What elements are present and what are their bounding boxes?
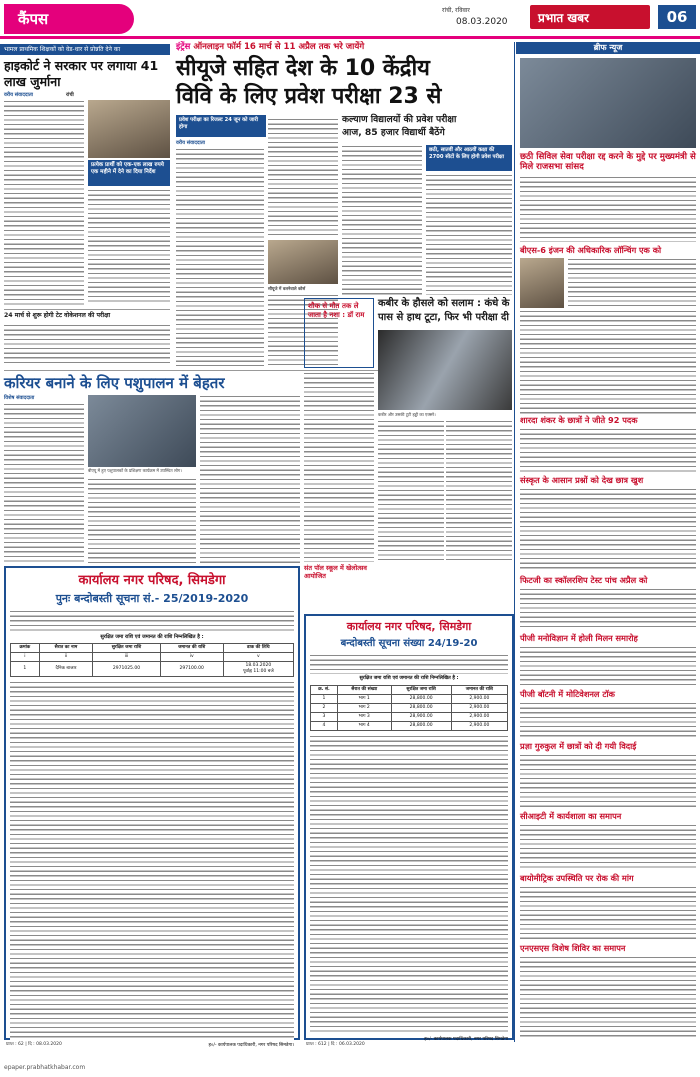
footer-url[interactable]: epaper.prabhatkhabar.com bbox=[4, 1064, 86, 1071]
notice1-ad-code: प्राप्त : 62 | दि : 08.03.2020 bbox=[6, 1042, 62, 1047]
notice1-colno: ii bbox=[39, 653, 93, 662]
story3-caption: बीएयू में हुए पशुपालकों के प्रशिक्षण कार्यक्रम में उपस्थित लोग। bbox=[88, 468, 182, 473]
kv-headline-line2: आज, 85 हजार विद्यार्थी बैठेंगे bbox=[342, 127, 445, 138]
brief-body bbox=[520, 176, 696, 242]
brief-body bbox=[520, 428, 696, 472]
brief-title: पीजी मनोविज्ञान में होली मिलन समारोह bbox=[520, 633, 638, 643]
brief-title: सीआइटी में कार्यशाला का समापन bbox=[520, 811, 622, 821]
brief-title: बायोमीट्रिक उपस्थिति पर रोक की मांग bbox=[520, 873, 634, 883]
notice2-th: जमानत की राशि bbox=[451, 685, 507, 694]
masthead-rule bbox=[0, 36, 700, 39]
notice2-cell: 28,900.00 bbox=[391, 713, 451, 722]
notice2-title: बन्दोबस्ती सूचना संख्या 24/19-20 bbox=[340, 637, 478, 649]
kabir-body-col1 bbox=[378, 420, 444, 562]
page-number: 06 bbox=[658, 5, 696, 29]
notice1-cell: 2971025.00 bbox=[93, 662, 160, 677]
story3-body-col1 bbox=[4, 403, 84, 563]
dateline-city: रांची, रविवार bbox=[442, 7, 470, 14]
notice2-cell: भाग 2 bbox=[337, 703, 391, 712]
column-rule bbox=[514, 42, 515, 1042]
story3-headline: करियर बनाने के लिए पशुपालन में बेहतर bbox=[4, 374, 225, 392]
brief-title: प्रज्ञा गुरुकुल में छात्रों को दी गयी विदाई bbox=[520, 741, 637, 751]
brief-lead-photo bbox=[520, 58, 696, 148]
center-sub-bullet: प्रवेश परीक्षा का रिजल्ट 24 जून को जारी होगा bbox=[176, 115, 266, 137]
story3-body-col3 bbox=[200, 395, 300, 563]
story3-byline: विशेष संवाददाता bbox=[4, 395, 35, 401]
notice2-cell: 28,800.00 bbox=[391, 694, 451, 703]
notice1-th: डाक की तिथि bbox=[223, 644, 293, 653]
notice1-th: क्रमांक bbox=[11, 644, 40, 653]
story2-headline: 24 मार्च से शुरू होगी टेट वोकेशनल की परीक्षा bbox=[4, 312, 111, 319]
notice2-th: सुरक्षित जमा राशि bbox=[391, 685, 451, 694]
notice2-cell: भाग 4 bbox=[337, 722, 391, 731]
brief-title: शारदा शंकर के छात्रों ने जीते 92 पदक bbox=[520, 415, 638, 425]
brief-body bbox=[520, 754, 696, 808]
kabir-xray-photo bbox=[378, 330, 512, 410]
brief-body bbox=[520, 956, 696, 1040]
table-row bbox=[311, 713, 508, 722]
kabir-headline-line1: कबीर के हौसले को सलाम : कंधे के bbox=[378, 298, 510, 309]
notice2-cell: 2,900.00 bbox=[451, 694, 507, 703]
notice2-cell: 4 bbox=[311, 722, 338, 731]
center-byline: वरीय संवाददाता bbox=[176, 140, 205, 146]
brief-body bbox=[520, 702, 696, 738]
quote-box bbox=[304, 298, 374, 368]
notice2-cell: 2,900.00 bbox=[451, 703, 507, 712]
brief-body bbox=[520, 646, 696, 686]
table-row bbox=[311, 722, 508, 731]
notice2 bbox=[304, 614, 514, 1043]
notice1-date: 18.03.2020 bbox=[245, 663, 272, 669]
notice1-th: जमानत की राशि bbox=[160, 644, 223, 653]
brief-title: पीजी बॉटनी में मोटिवेशनल टॉक bbox=[520, 689, 615, 699]
center-body-col1 bbox=[176, 148, 264, 366]
brand-logo: प्रभात खबर bbox=[530, 5, 650, 29]
center-photo bbox=[268, 240, 338, 284]
notice2-ad-code: प्राप्त : 612 | दि : 06.03.2020 bbox=[306, 1042, 365, 1047]
center-headline-line1: सीयूजे सहित देश के 10 केंद्रीय bbox=[176, 56, 430, 81]
notice1-intro bbox=[10, 610, 294, 632]
notice1-signature: ह०/- कार्यपालक पदाधिकारी, नगर परिषद सिमडेगा। bbox=[208, 1043, 294, 1049]
notice2-cell: 2 bbox=[311, 703, 338, 712]
table-row bbox=[11, 662, 294, 677]
story1-photo bbox=[88, 100, 170, 158]
notice2-cell: 28,800.00 bbox=[391, 722, 451, 731]
brief-title: एनएसएस विशेष शिविर का समापन bbox=[520, 943, 626, 953]
notice2-table-caption: सुरक्षित जमा राशि एवं जमानत की राशि निम्नलिखित है : bbox=[359, 676, 459, 682]
notice1-title: पुनः बन्दोबस्ती सूचना सं.- 25/2019-2020 bbox=[55, 591, 249, 605]
notice2-th: सैरात की संख्या bbox=[337, 685, 391, 694]
brief-body bbox=[520, 886, 696, 940]
notice1-colno: iii bbox=[93, 653, 160, 662]
center-kicker-wrap bbox=[176, 42, 512, 54]
notice2-cell: 2,900.00 bbox=[451, 722, 507, 731]
notice2-th: क्र. सं. bbox=[311, 685, 338, 694]
center-photo-caption: सीयूजे में वलनेवाले कोर्स bbox=[268, 286, 306, 291]
center-kicker: इंट्रेंस bbox=[176, 42, 191, 52]
story3-photo bbox=[88, 395, 196, 467]
notice1-th: सुरक्षित जमा राशि bbox=[93, 644, 160, 653]
quote-headline: शौक से मौत तक ले जाता है नशा : डॉ राम bbox=[308, 302, 365, 319]
table-row bbox=[311, 694, 508, 703]
story1-headline: हाइकोर्ट ने सरकार पर लगाया 41 लाख जुर्माना bbox=[4, 58, 159, 89]
brief-body bbox=[568, 258, 696, 308]
kv-body-col2 bbox=[426, 174, 512, 295]
kabir-caption: कबीर और उसकी टूटी हड्डी का एक्सरे। bbox=[378, 412, 436, 417]
kv-sub: छठी, सातवीं और आठवीं कक्षा की 2700 सीटों के लिए होगी प्रवेश परीक्षा bbox=[426, 145, 512, 171]
notice2-cell: भाग 3 bbox=[337, 713, 391, 722]
notice1-table-caption: सुरक्षित जमा राशि एवं जमानत की राशि निम्नलिखित है : bbox=[100, 634, 204, 641]
notice1-time: पूर्वाह्न 11:00 बजे bbox=[242, 669, 274, 675]
notice1-cell: 1 bbox=[11, 662, 40, 677]
story1-body-col1 bbox=[4, 100, 84, 305]
notice1-colno: i bbox=[11, 653, 40, 662]
center-body-col2 bbox=[268, 118, 338, 238]
brief-title: बीएस-6 इंजन की अधिकारिक लॉन्चिंग एक को bbox=[520, 245, 662, 255]
briefs-header: ब्रीफ न्यूज bbox=[516, 42, 700, 54]
mini-headline: संत पॉल स्कूल में खेलोत्सव आयोजित bbox=[304, 564, 367, 580]
notice1-office: कार्यालय नगर परिषद, सिमडेगा bbox=[78, 573, 226, 588]
section-label: कैंपस bbox=[4, 4, 134, 34]
brief-title: छठी सिविल सेवा परीक्षा रद्द करने के मुद्दे पर मुख्यमंत्री से मिले राजसभा सांसद bbox=[520, 152, 696, 173]
story3-body-col2 bbox=[88, 478, 196, 563]
notice2-terms bbox=[310, 735, 508, 1035]
center-kicker-rest: ऑनलाइन फॉर्म 16 मार्च से 11 अप्रैल तक भरे जायेंगे bbox=[193, 42, 365, 52]
notice1-colno: v bbox=[223, 653, 293, 662]
kv-body-col1 bbox=[342, 145, 422, 295]
quote-body bbox=[304, 372, 374, 562]
notice1-colno: iv bbox=[160, 653, 223, 662]
brief-body bbox=[520, 310, 696, 414]
notice1-table bbox=[10, 643, 294, 677]
kv-headline-line1: कल्याण विद्यालयों की प्रवेश परीक्षा bbox=[342, 114, 457, 125]
notice2-table bbox=[310, 685, 508, 731]
kabir-headline-line2: पास से हाथ टूटा, फिर भी परीक्षा दी bbox=[378, 312, 509, 323]
divider bbox=[4, 309, 170, 310]
left-strap: भामल प्राथमिक शिक्षकों को वेड-धार से प्रोन्नति देने का bbox=[0, 44, 170, 55]
notice1-cell: 297100.00 bbox=[160, 662, 223, 677]
notice2-cell: भाग 1 bbox=[337, 694, 391, 703]
notice2-intro bbox=[310, 654, 508, 674]
table-row bbox=[311, 703, 508, 712]
brief-photo bbox=[520, 258, 564, 308]
notice1-terms bbox=[10, 681, 294, 1041]
center-headline-line2: विवि के लिए प्रवेश परीक्षा 23 से bbox=[176, 84, 442, 109]
brief-title: संस्कृत के आसान प्रश्नों को देख छात्र खुश bbox=[520, 475, 644, 485]
notice1-cell: दैनिक बाजार bbox=[39, 662, 93, 677]
notice2-signature: ह०/- कार्यपालक पदाधिकारी, नगर परिषद सिमडेगा bbox=[424, 1037, 508, 1043]
story1-body-col2 bbox=[88, 189, 170, 305]
story1-city: रांची bbox=[66, 92, 74, 98]
story1-side-headline: प्रत्येक प्रार्थी को एक-एक लाख रुपये एक महीने में देने का दिया निर्देश bbox=[88, 160, 170, 186]
notice1-th: सैरात का नाम bbox=[39, 644, 93, 653]
notice1-cell bbox=[223, 662, 293, 677]
brief-body bbox=[520, 488, 696, 572]
notice2-cell: 3 bbox=[311, 713, 338, 722]
dateline-date: 08.03.2020 bbox=[456, 17, 508, 27]
kabir-body-col2 bbox=[446, 420, 512, 562]
story1-byline: वरीय संवाददाता bbox=[4, 92, 33, 98]
notice2-office: कार्यालय नगर परिषद, सिमडेगा bbox=[346, 620, 472, 633]
brief-title: फिटजी का स्कॉलरशिप टेस्ट पांच अप्रैल को bbox=[520, 575, 648, 585]
notice2-cell: 1 bbox=[311, 694, 338, 703]
notice2-cell: 2,900.00 bbox=[451, 713, 507, 722]
notice2-cell: 28,800.00 bbox=[391, 703, 451, 712]
story2-body bbox=[4, 324, 170, 366]
brief-body bbox=[520, 588, 696, 630]
brief-body bbox=[520, 824, 696, 870]
